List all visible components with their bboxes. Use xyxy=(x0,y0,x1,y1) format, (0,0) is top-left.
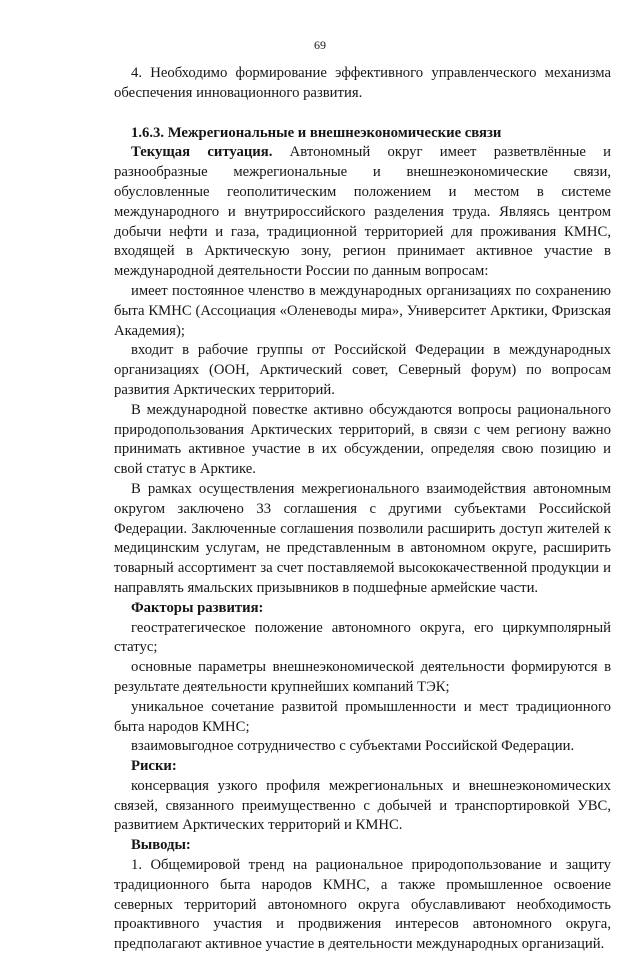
current-situation-paragraph xyxy=(114,143,611,282)
factor-item: взаимовыгодное сотрудничество с субъектами Российской Федерации. xyxy=(131,738,575,755)
membership-paragraph: имеет постоянное членство в международных организациях по сохранению быта КМНС (Ассоциация «Оленеводы мира», Университет Арктики, Фризская Академия); xyxy=(114,282,611,339)
current-situation-text: Автономный округ имеет разветвлённые и разнообразные межрегиональные и внешнеэкономические связи, обусловленные геополитическим положением и местом в системе международного и внутрироссийского разделения труда. Являясь центром добычи нефти и газа, традиционной территорией для проживания КМНС, входящей в Арктическую зону, регион принимает активное участие в международной деятельности России по данным вопросам: xyxy=(114,144,611,280)
risks-heading: Риски: xyxy=(131,758,177,775)
interregional-paragraph: В рамках осуществления межрегионального взаимодействия автономным округом заключено 33 соглашения с другими субъектами Российской Федерации. Заключенные соглашения позволили расширить доступ жителей к медицинским услугам, не представленным в автономном округе, расширить товарный ассортимент за счет поставляемой высококачественной продукции и направлять ямальских призывников в подшефные армейские части. xyxy=(114,480,611,596)
factor-item: геостратегическое положение автономного округа, его циркумполярный статус; xyxy=(114,619,611,656)
risk-item: консервация узкого профиля межрегиональных и внешнеэкономических связей, связанного преимущественно с добычей и транспортировкой УВС, развитием Арктических территорий и КМНС. xyxy=(114,777,611,834)
intro-item: 4. Необходимо формирование эффективного управленческого механизма обеспечения инновационного развития. xyxy=(114,65,611,101)
current-situation-label: Текущая ситуация. xyxy=(131,144,273,161)
page-number: 69 xyxy=(314,38,326,52)
factor-item: уникальное сочетание развитой промышленности и мест традиционного быта народов КМНС; xyxy=(114,698,611,735)
page-content xyxy=(114,64,611,955)
agenda-paragraph: В международной повестке активно обсуждаются вопросы рационального природопользования Арктических территорий, в связи с чем региону важно принимать активное участие в их обсуждении, определяя свою позицию и свой статус в Арктике. xyxy=(114,401,611,478)
conclusion-item: 1. Общемировой тренд на рациональное природопользование и защиту традиционного быта народов КМНС, а также промышленное освоение северных территорий автономного округа обуславливают необходимость проактивного участия и продвижения интересов автономного округа, предполагают активное участие в деятельности международных организаций. xyxy=(114,857,611,953)
conclusions-heading: Выводы: xyxy=(131,837,191,854)
section-heading: 1.6.3. Межрегиональные и внешнеэкономические связи xyxy=(131,124,502,141)
factor-item: основные параметры внешнеэкономической деятельности формируются в результате деятельности крупнейших компаний ТЭК; xyxy=(114,659,611,695)
factors-heading: Факторы развития: xyxy=(131,599,264,616)
workgroups-paragraph: входит в рабочие группы от Российской Федерации в международных организациях (ООН, Арктический совет, Северный форум) по вопросам развития Арктических территорий. xyxy=(114,342,611,398)
